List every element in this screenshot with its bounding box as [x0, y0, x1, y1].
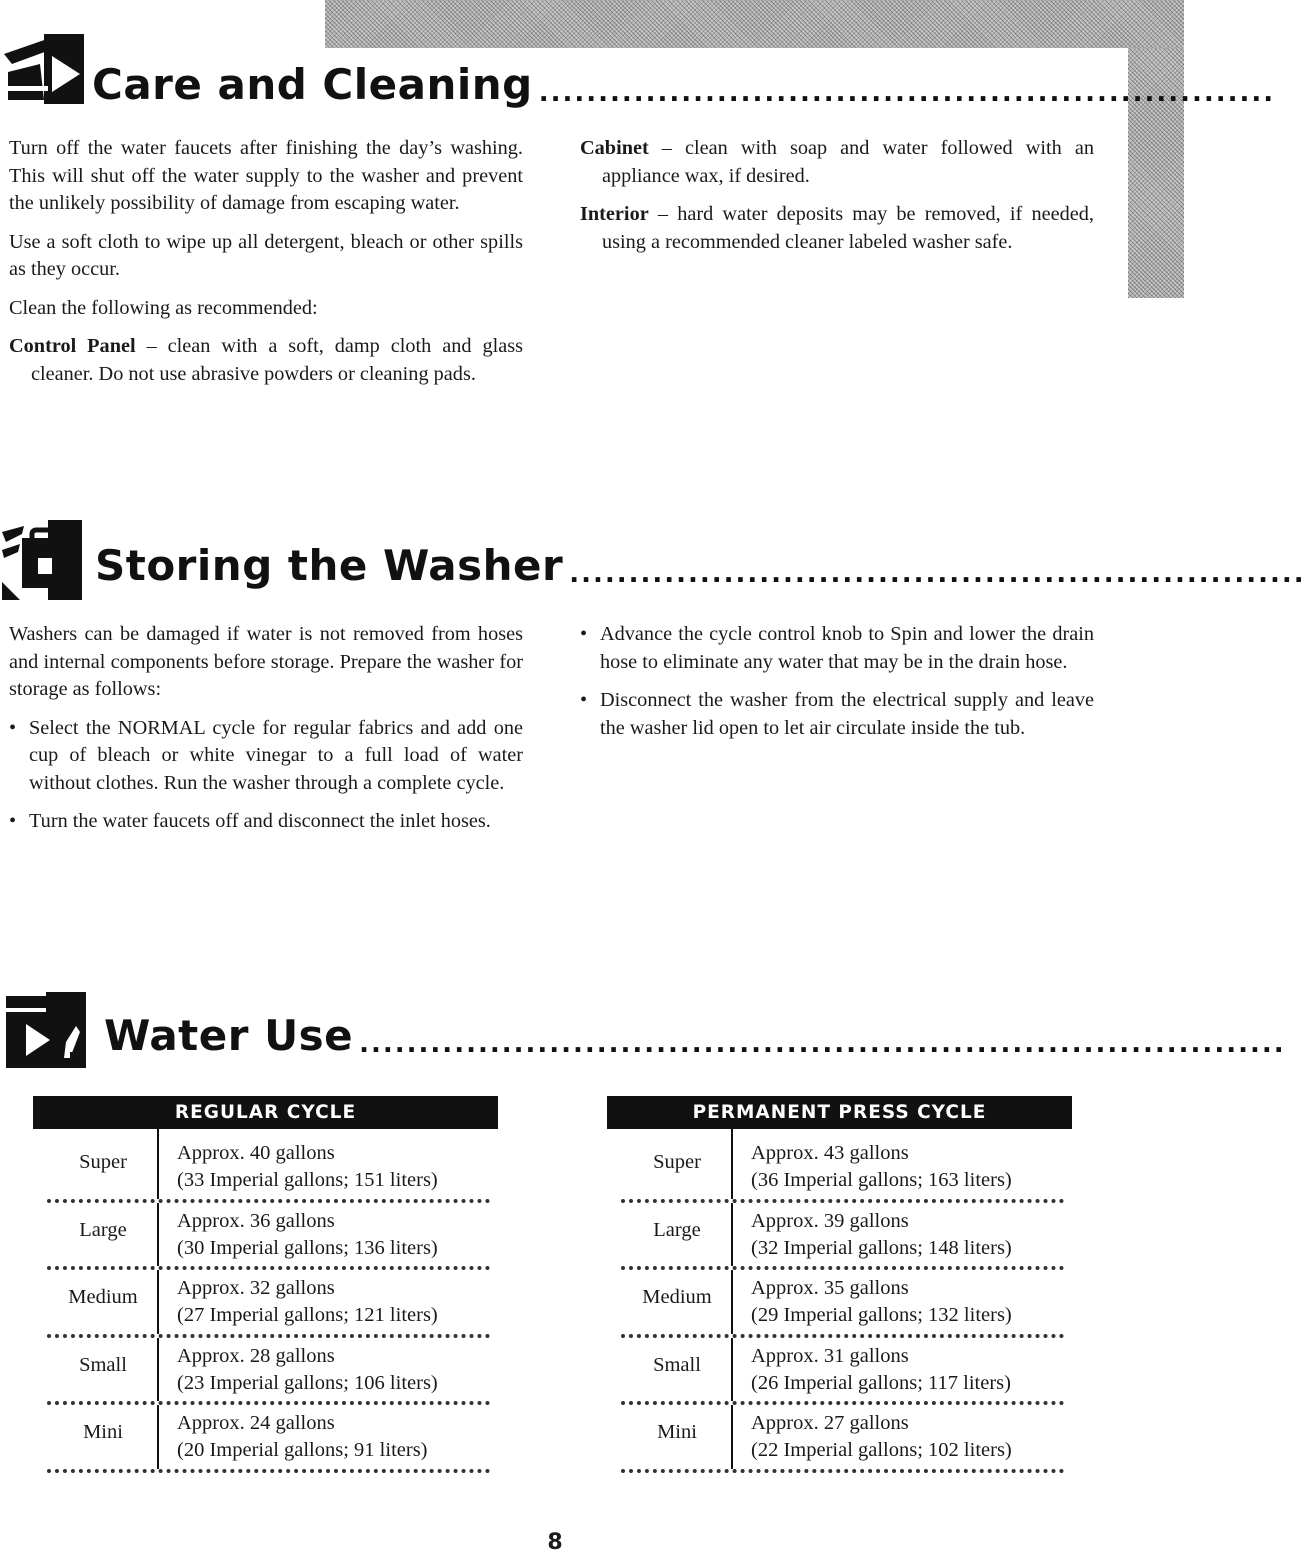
load-size-label: Medium [68, 1286, 138, 1308]
dotted-row-separator [621, 1469, 1064, 1473]
imperial-liters-value: (22 Imperial gallons; 102 liters) [751, 1439, 1012, 1461]
storage-icon [2, 520, 82, 600]
column-divider [157, 1135, 159, 1199]
imperial-liters-value: (29 Imperial gallons; 132 liters) [751, 1304, 1012, 1326]
storing-left-column [9, 621, 523, 847]
water-title: Water Use [104, 1011, 354, 1060]
storing-title: Storing the Washer [95, 541, 564, 590]
water-amount [177, 1275, 438, 1329]
water-amount [177, 1410, 428, 1464]
interior-term: Interior [580, 203, 649, 225]
imperial-liters-value: (20 Imperial gallons; 91 liters) [177, 1439, 428, 1461]
column-divider [157, 1203, 159, 1267]
water-heading [104, 1011, 1286, 1060]
gallons-value: Approx. 36 gallons [177, 1209, 335, 1232]
care-paragraph-3: Clean the following as recommended: [9, 296, 318, 319]
water-amount [177, 1208, 438, 1262]
control-panel-item [9, 333, 523, 388]
load-size-label: Mini [83, 1421, 123, 1443]
permanent-press-header: PERMANENT PRESS CYCLE [607, 1096, 1072, 1129]
column-divider [157, 1270, 159, 1334]
care-heading [92, 60, 1276, 109]
column-divider [157, 1405, 159, 1469]
water-amount [751, 1410, 1012, 1464]
water-amount [751, 1140, 1012, 1194]
imperial-liters-value: (32 Imperial gallons; 148 liters) [751, 1236, 1012, 1259]
bullet-symbol: • [580, 689, 588, 711]
gallons-value: Approx. 43 gallons [751, 1142, 909, 1164]
column-divider [731, 1270, 733, 1334]
table-row [607, 1405, 1072, 1473]
load-size-label: Super [653, 1151, 701, 1173]
dotted-row-separator [47, 1469, 490, 1473]
load-size-label: Small [653, 1353, 701, 1376]
care-left-column [9, 135, 523, 399]
load-size-label: Small [79, 1353, 127, 1376]
gallons-value: Approx. 27 gallons [751, 1412, 909, 1434]
storing-bullet-1 [9, 715, 523, 798]
imperial-liters-value: (30 Imperial gallons; 136 liters) [177, 1236, 438, 1259]
cabinet-term: Cabinet [580, 137, 649, 159]
gallons-value: Approx. 32 gallons [177, 1277, 335, 1299]
header-shade-band [325, 0, 1184, 48]
gallons-value: Approx. 24 gallons [177, 1412, 335, 1434]
bullet-symbol: • [580, 623, 588, 645]
table-row [33, 1270, 498, 1338]
water-amount [751, 1275, 1012, 1329]
control-panel-term: Control Panel [9, 335, 136, 357]
column-divider [731, 1203, 733, 1267]
table-row [33, 1405, 498, 1473]
storing-right-column [580, 621, 1094, 753]
care-leader: .............................................................. [538, 78, 1276, 108]
load-size-label: Mini [657, 1421, 697, 1443]
care-right-column [580, 135, 1094, 267]
table-row [607, 1338, 1072, 1406]
water-amount [751, 1208, 1012, 1262]
gallons-value: Approx. 39 gallons [751, 1209, 909, 1232]
imperial-liters-value: (33 Imperial gallons; 151 liters) [177, 1169, 438, 1191]
water-faucet-icon [6, 992, 86, 1068]
care-title: Care and Cleaning [92, 60, 533, 109]
storing-bullet-2-text: Turn the water faucets off and disconnect the inlet hoses. [29, 810, 491, 832]
imperial-liters-value: (23 Imperial gallons; 106 liters) [177, 1371, 438, 1394]
storing-bullet-2 [9, 808, 523, 836]
gallons-value: Approx. 31 gallons [751, 1344, 909, 1367]
storing-bullet-3-text: Advance the cycle control knob to Spin and lower the drain hose to eliminate any water that may be in the drain hose. [600, 623, 1094, 673]
storing-bullet-3 [580, 621, 1094, 676]
storing-leader: .............................................................. [569, 559, 1306, 589]
storing-bullet-4-text: Disconnect the washer from the electrical supply and leave the washer lid open to let air circulate inside the tub. [600, 689, 1094, 739]
table-row [607, 1135, 1072, 1203]
imperial-liters-value: (26 Imperial gallons; 117 liters) [751, 1371, 1011, 1394]
column-divider [731, 1338, 733, 1402]
care-paragraph-1: Turn off the water faucets after finishing the day’s washing. This will shut off the water supply to the washer and prevent the unlikely possibility of damage from escaping water. [9, 137, 523, 214]
cabinet-text: – clean with soap and water followed with an appliance wax, if desired. [602, 137, 1094, 187]
table-row [33, 1203, 498, 1271]
load-size-label: Large [653, 1218, 701, 1241]
water-amount [177, 1140, 438, 1194]
bullet-symbol: • [9, 716, 17, 739]
regular-cycle-header: REGULAR CYCLE [33, 1096, 498, 1129]
load-size-label: Super [79, 1151, 127, 1173]
bullet-symbol: • [9, 810, 17, 832]
column-divider [731, 1405, 733, 1469]
storing-bullet-1-text: Select the NORMAL cycle for regular fabrics and add one cup of bleach or white vinegar to a full load of water without clothes. Run the washer through a complete cycle. [29, 716, 523, 794]
load-size-label: Large [79, 1218, 127, 1241]
interior-text: – hard water deposits may be removed, if needed, using a recommended cleaner labeled washer safe. [602, 203, 1094, 253]
imperial-liters-value: (36 Imperial gallons; 163 liters) [751, 1169, 1012, 1191]
column-divider [157, 1338, 159, 1402]
imperial-liters-value: (27 Imperial gallons; 121 liters) [177, 1304, 438, 1326]
water-amount [177, 1343, 438, 1397]
gallons-value: Approx. 28 gallons [177, 1344, 335, 1367]
regular-cycle-rows [33, 1135, 498, 1473]
table-row [607, 1203, 1072, 1271]
gallons-value: Approx. 35 gallons [751, 1277, 909, 1299]
cabinet-item [580, 135, 1094, 190]
page-number: 8 [547, 1530, 563, 1555]
load-size-label: Medium [642, 1286, 712, 1308]
control-panel-text: – clean with a soft, damp cloth and glass cleaner. Do not use abrasive powders or cleaning pads. [31, 335, 524, 385]
water-amount [751, 1343, 1011, 1397]
permanent-press-table [607, 1096, 1072, 1473]
care-paragraph-2: Use a soft cloth to wipe up all detergent, bleach or other spills as they occur. [9, 230, 523, 280]
regular-cycle-table [33, 1096, 498, 1473]
table-row [607, 1270, 1072, 1338]
table-row [33, 1338, 498, 1406]
water-leader: .............................................................................. [359, 1029, 1286, 1059]
cleaning-icon [4, 34, 84, 104]
column-divider [731, 1135, 733, 1199]
table-row [33, 1135, 498, 1203]
storing-intro: Washers can be damaged if water is not removed from hoses and internal components before storage. Prepare the washer for storage as follows: [9, 623, 523, 700]
permanent-press-rows [607, 1135, 1072, 1473]
storing-heading [95, 541, 1306, 590]
gallons-value: Approx. 40 gallons [177, 1142, 335, 1164]
interior-item [580, 201, 1094, 256]
storing-bullet-4 [580, 687, 1094, 742]
